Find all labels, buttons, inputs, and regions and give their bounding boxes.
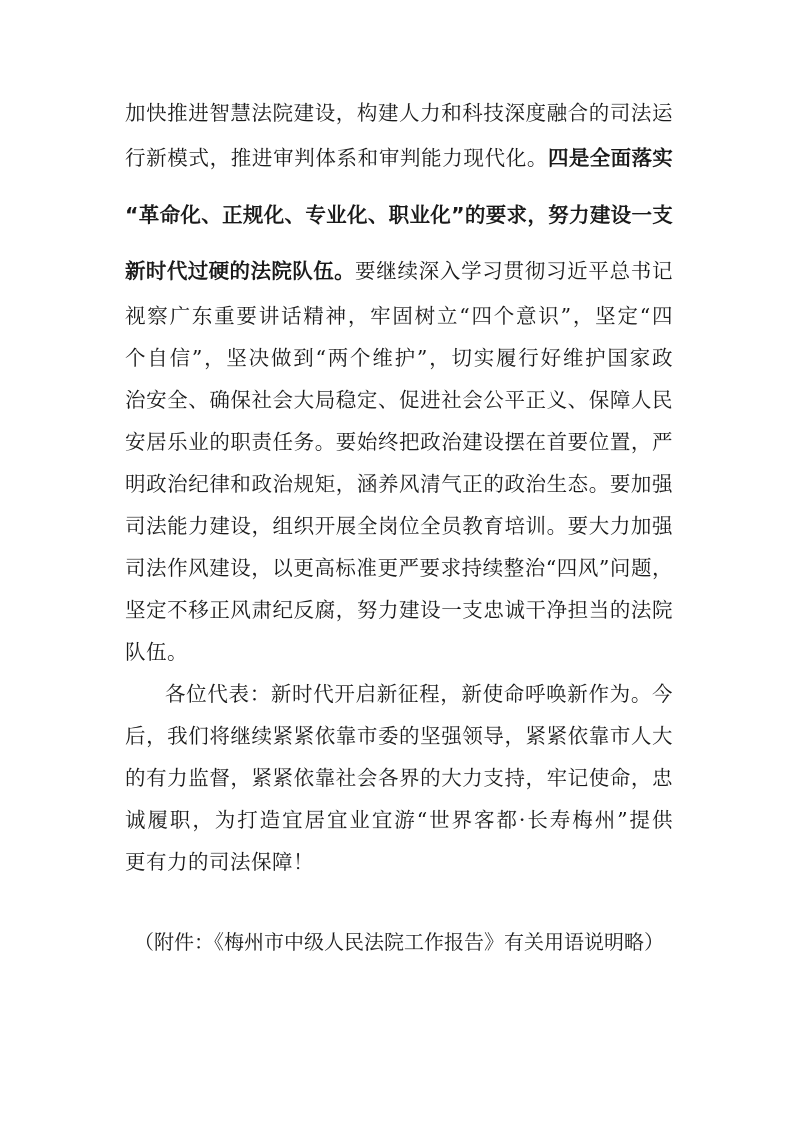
paragraph-line-13 <box>125 638 673 666</box>
paragraph-line-3 <box>125 201 673 229</box>
paragraph-line-4 <box>125 257 673 285</box>
paragraph-line-7 <box>125 386 673 414</box>
paragraph-line-2 <box>125 144 673 172</box>
paragraph-line-6 <box>125 344 673 372</box>
paragraph-line-8 <box>125 428 673 456</box>
paragraph-line-9 <box>125 470 673 498</box>
bold-heading-text: “革命化、正规化、专业化、职业化”的要求，努力建设一支 <box>125 203 673 227</box>
line-text: 的有力监督，紧紧依靠社会各界的大力支持，牢记使命，忠 <box>125 766 673 790</box>
line-text: 各位代表：新时代开启新征程，新使命呼唤新作为。今 <box>165 682 673 706</box>
paragraph-line-11 <box>125 554 673 582</box>
line-text: 明政治纪律和政治规矩，涵养风清气正的政治生态。要加强 <box>125 472 673 496</box>
attachment-note: （附件：《梅州市中级人民法院工作报告》有关用语说明略） <box>134 930 664 954</box>
paragraph-line-17 <box>125 806 673 834</box>
line-text: 后，我们将继续紧紧依靠市委的坚强领导，紧紧依靠市人大 <box>125 724 673 748</box>
paragraph-line-15 <box>125 722 673 750</box>
bold-heading-text: 新时代过硬的法院队伍。 <box>125 259 356 283</box>
line-text: 要继续深入学习贯彻习近平总书记 <box>355 259 673 283</box>
bold-heading-text: 四是全面落实 <box>548 146 674 170</box>
line-text: 行新模式，推进审判体系和审判能力现代化。 <box>125 146 549 170</box>
line-text: 个自信”，坚决做到“两个维护”，切实履行好维护国家政 <box>125 346 673 370</box>
line-text: 治安全、确保社会大局稳定、促进社会公平正义、保障人民 <box>125 388 673 412</box>
paragraph-line-5 <box>125 302 673 330</box>
paragraph-line-10 <box>125 512 673 540</box>
paragraph-line-18 <box>125 848 673 876</box>
line-text: 加快推进智慧法院建设，构建人力和科技深度融合的司法运 <box>125 101 673 125</box>
line-text: 司法能力建设，组织开展全岗位全员教育培训。要大力加强 <box>125 514 673 538</box>
line-text: 视察广东重要讲话精神，牢固树立“四个意识”，坚定“四 <box>125 304 673 328</box>
line-text: 诚履职，为打造宜居宜业宜游“世界客都·长寿梅州”提供 <box>125 808 673 832</box>
line-text: 队伍。 <box>125 640 188 664</box>
line-text: 安居乐业的职责任务。要始终把政治建设摆在首要位置，严 <box>125 430 673 454</box>
line-text: 坚定不移正风肃纪反腐，努力建设一支忠诚干净担当的法院 <box>125 598 673 622</box>
line-text: 司法作风建设，以更高标准更严要求持续整治“四风”问题， <box>125 556 673 580</box>
paragraph-line-1 <box>125 99 673 127</box>
paragraph-line-12 <box>125 596 673 624</box>
paragraph-line-14 <box>165 680 673 708</box>
paragraph-line-16 <box>125 764 673 792</box>
line-text: 更有力的司法保障！ <box>125 850 314 874</box>
